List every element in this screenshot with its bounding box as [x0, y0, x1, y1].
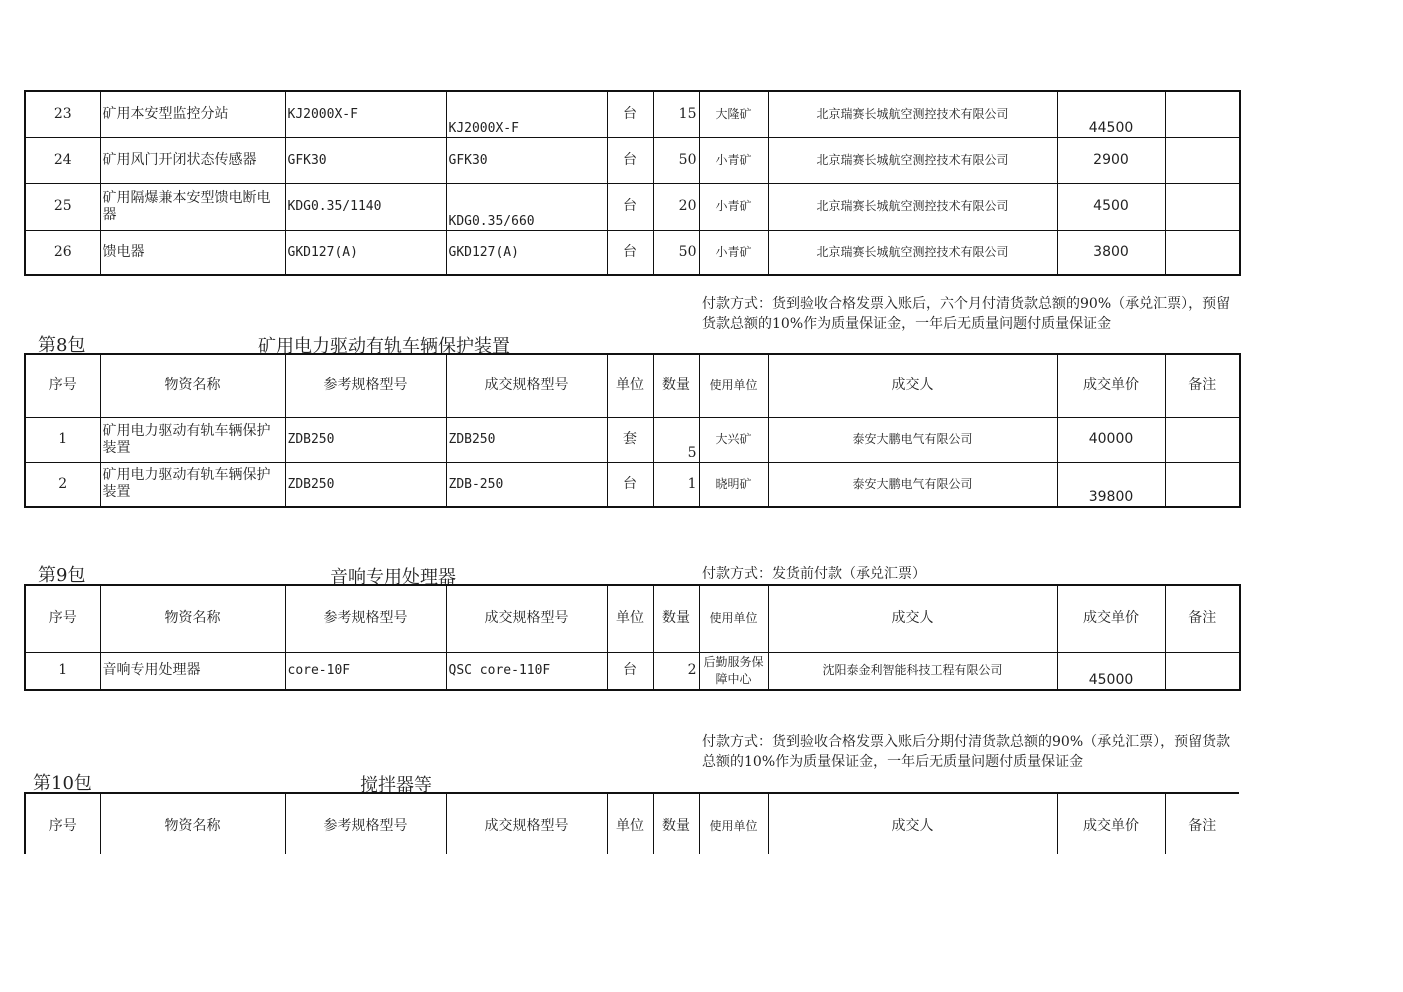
cell-user: 后勤服务保障中心: [699, 652, 768, 690]
col-header: 序号: [25, 585, 100, 652]
col-header: 成交人: [768, 354, 1057, 417]
cell-ref-spec: ZDB250: [285, 417, 446, 462]
col-header: 成交人: [768, 585, 1057, 652]
cell-note: [1165, 462, 1240, 507]
cell-user: 小青矿: [699, 183, 768, 230]
cell-vendor: 沈阳泰金利智能科技工程有限公司: [768, 652, 1057, 690]
cell-name: 矿用本安型监控分站: [100, 91, 285, 137]
cell-price: 44500: [1057, 91, 1165, 137]
cell-vendor: 泰安大鹏电气有限公司: [768, 462, 1057, 507]
table-pkg9: [24, 584, 1241, 691]
col-header: 物资名称: [100, 585, 285, 652]
cell-unit: 台: [607, 462, 653, 507]
package-title: 搅拌器等: [360, 775, 432, 796]
col-header: 数量: [653, 585, 699, 652]
cell-qty: 2: [653, 652, 699, 690]
cell-unit: 台: [607, 230, 653, 275]
cell-deal-spec: GFK30: [446, 137, 607, 183]
cell-name: 矿用风门开闭状态传感器: [100, 137, 285, 183]
cell-note: [1165, 91, 1240, 137]
col-header: 备注: [1165, 585, 1240, 652]
package-label: 第8包: [38, 335, 86, 356]
cell-price: 39800: [1057, 462, 1165, 507]
col-header: 数量: [653, 354, 699, 417]
cell-vendor: 北京瑞赛长城航空测控技术有限公司: [768, 230, 1057, 275]
col-header: 单位: [607, 354, 653, 417]
col-header: 物资名称: [100, 354, 285, 417]
header-row: [25, 585, 1240, 652]
package-title: 矿用电力驱动有轨车辆保护装置: [258, 336, 510, 357]
table-row: [25, 137, 1240, 183]
col-header: 成交规格型号: [446, 354, 607, 417]
cell-deal-spec: KJ2000X-F: [446, 91, 607, 137]
table-pkg8: [24, 353, 1241, 508]
col-header: 单位: [607, 585, 653, 652]
col-header: 序号: [25, 793, 100, 854]
col-header: 备注: [1165, 354, 1240, 417]
cell-price: 2900: [1057, 137, 1165, 183]
col-header: 序号: [25, 354, 100, 417]
cell-price: 40000: [1057, 417, 1165, 462]
cell-qty: 20: [653, 183, 699, 230]
cell-ref-spec: GFK30: [285, 137, 446, 183]
cell-vendor: 北京瑞赛长城航空测控技术有限公司: [768, 91, 1057, 137]
cell-note: [1165, 417, 1240, 462]
col-header: 使用单位: [699, 793, 768, 854]
cell-no: 25: [25, 183, 100, 230]
cell-note: [1165, 137, 1240, 183]
package-title: 音响专用处理器: [330, 567, 456, 588]
payment-terms: 付款方式：货到验收合格发票入账后分期付清货款总额的90%（承兑汇票），预留货款总额的10%作为质量保证金，一年后无质量问题付质量保证金: [702, 734, 1231, 770]
col-header: 成交单价: [1057, 585, 1165, 652]
col-header: 成交规格型号: [446, 585, 607, 652]
table-top: [24, 90, 1241, 276]
col-header: 成交单价: [1057, 354, 1165, 417]
cell-no: 24: [25, 137, 100, 183]
cell-user: 小青矿: [699, 137, 768, 183]
table-row: [25, 183, 1240, 230]
col-header: 使用单位: [699, 354, 768, 417]
col-header: 参考规格型号: [285, 354, 446, 417]
cell-qty: 1: [653, 462, 699, 507]
cell-unit: 台: [607, 652, 653, 690]
cell-unit: 台: [607, 91, 653, 137]
cell-deal-spec: ZDB250: [446, 417, 607, 462]
cell-ref-spec: ZDB250: [285, 462, 446, 507]
package-label: 第10包: [33, 773, 92, 794]
table-pkg10-clip: [24, 792, 1239, 854]
cell-vendor: 泰安大鹏电气有限公司: [768, 417, 1057, 462]
col-header: 成交单价: [1057, 793, 1165, 854]
col-header: 参考规格型号: [285, 793, 446, 854]
cell-user: 小青矿: [699, 230, 768, 275]
header-row: [25, 793, 1239, 854]
cell-name: 音响专用处理器: [100, 652, 285, 690]
cell-note: [1165, 230, 1240, 275]
cell-vendor: 北京瑞赛长城航空测控技术有限公司: [768, 183, 1057, 230]
cell-unit: 台: [607, 137, 653, 183]
cell-qty: 5: [653, 417, 699, 462]
cell-unit: 套: [607, 417, 653, 462]
cell-name: 矿用隔爆兼本安型馈电断电器: [100, 183, 285, 230]
col-header: 成交人: [768, 793, 1057, 854]
table-row: [25, 652, 1240, 690]
table-row: [25, 230, 1240, 275]
cell-note: [1165, 183, 1240, 230]
cell-name: 馈电器: [100, 230, 285, 275]
table-pkg10: [24, 792, 1239, 854]
cell-qty: 15: [653, 91, 699, 137]
col-header: 备注: [1165, 793, 1239, 854]
cell-unit: 台: [607, 183, 653, 230]
cell-ref-spec: core-10F: [285, 652, 446, 690]
table-row: [25, 462, 1240, 507]
cell-deal-spec: KDG0.35/660: [446, 183, 607, 230]
cell-note: [1165, 652, 1240, 690]
cell-ref-spec: GKD127(A): [285, 230, 446, 275]
col-header: 使用单位: [699, 585, 768, 652]
col-header: 数量: [653, 793, 699, 854]
col-header: 物资名称: [100, 793, 285, 854]
cell-name: 矿用电力驱动有轨车辆保护装置: [100, 462, 285, 507]
cell-user: 大隆矿: [699, 91, 768, 137]
cell-user: 晓明矿: [699, 462, 768, 507]
table-row: [25, 417, 1240, 462]
cell-price: 4500: [1057, 183, 1165, 230]
col-header: 单位: [607, 793, 653, 854]
cell-price: 3800: [1057, 230, 1165, 275]
cell-no: 26: [25, 230, 100, 275]
cell-deal-spec: QSC core-110F: [446, 652, 607, 690]
payment-terms: 付款方式：货到验收合格发票入账后，六个月付清货款总额的90%（承兑汇票），预留货款总额的10%作为质量保证金，一年后无质量问题付质量保证金: [702, 296, 1231, 332]
col-header: 成交规格型号: [446, 793, 607, 854]
cell-no: 1: [25, 417, 100, 462]
package-label: 第9包: [38, 565, 86, 586]
cell-price: 45000: [1057, 652, 1165, 690]
cell-ref-spec: KDG0.35/1140: [285, 183, 446, 230]
cell-no: 2: [25, 462, 100, 507]
cell-user: 大兴矿: [699, 417, 768, 462]
col-header: 参考规格型号: [285, 585, 446, 652]
cell-name: 矿用电力驱动有轨车辆保护装置: [100, 417, 285, 462]
header-row: [25, 354, 1240, 417]
cell-deal-spec: GKD127(A): [446, 230, 607, 275]
cell-qty: 50: [653, 230, 699, 275]
cell-deal-spec: ZDB-250: [446, 462, 607, 507]
cell-no: 23: [25, 91, 100, 137]
table-row: [25, 91, 1240, 137]
cell-no: 1: [25, 652, 100, 690]
cell-qty: 50: [653, 137, 699, 183]
cell-vendor: 北京瑞赛长城航空测控技术有限公司: [768, 137, 1057, 183]
payment-terms: 付款方式：发货前付款（承兑汇票）: [702, 566, 926, 582]
cell-ref-spec: KJ2000X-F: [285, 91, 446, 137]
